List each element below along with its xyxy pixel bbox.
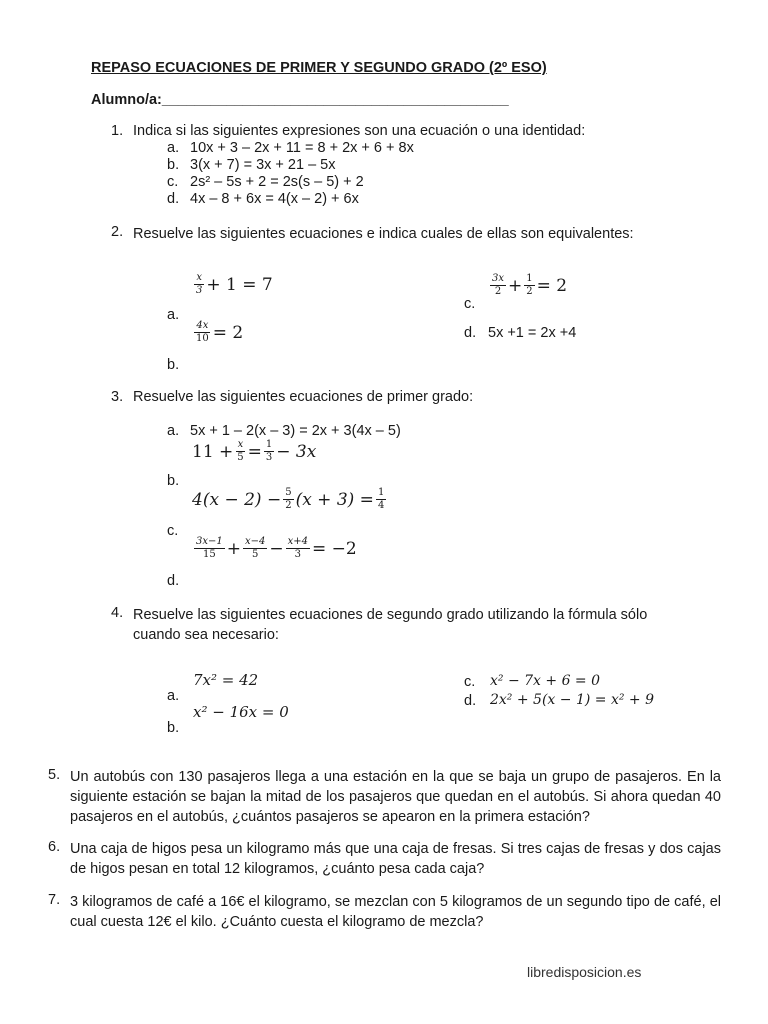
q2-c-rest: = 2 <box>536 275 568 296</box>
q1-letter-a: a. <box>167 140 180 156</box>
q3-b-denominator-1: 5 <box>237 452 244 463</box>
q4-equation-b: x² − 16x = 0 <box>193 703 289 721</box>
q3-d-numerator-2: x−4 <box>245 536 266 547</box>
q1-expr-a: 10x + 3 – 2x + 11 = 8 + 2x + 6 + 8x <box>190 140 414 156</box>
q2-letter-b: b. <box>167 357 180 373</box>
q2-b-numerator: 4x <box>196 320 209 331</box>
page-title: REPASO ECUACIONES DE PRIMER Y SEGUNDO GRADO (2º ESO) <box>91 60 547 76</box>
problem-6-number: 6. <box>48 839 61 855</box>
q3-b-numerator-2: 1 <box>265 439 273 450</box>
q3-c-lead: 4(x − 2) − <box>192 489 282 510</box>
footer-site: libredisposicion.es <box>527 964 642 980</box>
q2-b-denominator: 10 <box>196 333 209 344</box>
q2-a-denominator: 3 <box>196 285 203 296</box>
q1-expr-c: 2s² – 5s + 2 = 2s(s – 5) + 2 <box>190 174 364 190</box>
q3-d-denominator-2: 5 <box>252 549 259 560</box>
q3-b-equals: = <box>247 441 262 462</box>
q2-letter-c: c. <box>464 296 476 312</box>
q3-letter-d: d. <box>167 573 180 589</box>
q2-c-denominator-1: 2 <box>494 286 502 297</box>
problem-7-text: 3 kilogramos de café a 16€ el kilogramo, se mezclan con 5 kilogramos de un segundo tipo de café, el cual cuesta 12€ el kilo. ¿Cuánto cuesta el kilogramo de mezcla? <box>70 894 721 930</box>
q3-c-denominator-1: 2 <box>285 500 292 511</box>
q2-letter-a: a. <box>167 307 180 323</box>
q2-equation-b <box>192 321 243 344</box>
q3-c-numerator-1: 5 <box>285 487 292 498</box>
q3-d-numerator-3: x+4 <box>287 536 309 547</box>
problem-7-number: 7. <box>48 892 61 908</box>
q4-equation-a: 7x² = 42 <box>193 671 259 689</box>
q3-d-denominator-1: 15 <box>203 549 216 560</box>
q4-number: 4. <box>111 605 124 621</box>
q4-text: Resuelve las siguientes ecuaciones de segundo grado utilizando la fórmula sólo cuando sea necesario: <box>133 607 648 643</box>
q3-number: 3. <box>111 389 124 405</box>
q3-b-denominator-2: 3 <box>265 452 273 463</box>
q3-b-lead: 11 + <box>192 441 234 462</box>
q4-letter-b: b. <box>167 720 180 736</box>
q4-letter-d: d. <box>464 693 477 709</box>
q2-text: Resuelve las siguientes ecuaciones e indica cuales de ellas son equivalentes: <box>133 226 634 242</box>
q2-a-rest: + 1 = 7 <box>206 274 273 295</box>
q1-letter-b: b. <box>167 157 180 173</box>
q4-equation-c: x² − 7x + 6 = 0 <box>490 673 601 689</box>
q3-d-numerator-1: 3x−1 <box>196 536 223 547</box>
q2-equation-c <box>488 274 567 297</box>
q2-c-denominator-2: 2 <box>526 286 533 297</box>
q3-c-denominator-2: 4 <box>377 500 385 511</box>
q1-letter-c: c. <box>167 174 179 190</box>
q3-d-tail: = −2 <box>312 538 357 559</box>
problem-6-text: Una caja de higos pesa un kilogramo más que una caja de fresas. Si tres cajas de fresas y dos cajas de higos pesan en total 12 kilogramos, ¿cuánto pesa cada caja? <box>70 841 721 877</box>
q3-b-tail: − 3x <box>276 441 317 462</box>
q3-d-op-1: + <box>226 538 241 559</box>
q4-letter-c: c. <box>464 674 476 690</box>
q3-equation-b <box>192 440 316 463</box>
q3-equation-a: 5x + 1 – 2(x – 3) = 2x + 3(4x – 5) <box>190 423 401 439</box>
q2-equation-d: 5x +1 = 2x +4 <box>488 325 577 341</box>
q2-c-numerator-1: 3x <box>492 273 505 284</box>
q3-equation-d <box>192 537 357 560</box>
q3-b-numerator-1: x <box>237 439 244 450</box>
student-name-line: Alumno/a:___________________________________________ <box>91 92 509 108</box>
q1-expr-d: 4x – 8 + 6x = 4(x – 2) + 6x <box>190 191 359 207</box>
q3-letter-c: c. <box>167 523 179 539</box>
q2-equation-a <box>192 273 273 296</box>
q1-expr-b: 3(x + 7) = 3x + 21 – 5x <box>190 157 336 173</box>
q2-letter-d: d. <box>464 325 477 341</box>
q1-letter-d: d. <box>167 191 180 207</box>
q2-a-numerator: x <box>196 272 202 283</box>
q2-c-plus: + <box>508 275 523 296</box>
q3-equation-c <box>192 488 388 511</box>
q2-number: 2. <box>111 224 124 240</box>
q1-text: Indica si las siguientes expresiones son una ecuación o una identidad: <box>133 123 586 139</box>
q4-equation-d: 2x² + 5(x − 1) = x² + 9 <box>490 692 654 708</box>
q3-text: Resuelve las siguientes ecuaciones de primer grado: <box>133 389 474 405</box>
q3-d-denominator-3: 3 <box>294 549 302 560</box>
q3-d-op-2: − <box>269 538 284 559</box>
q1-number: 1. <box>111 123 124 139</box>
q3-letter-b: b. <box>167 473 180 489</box>
q3-c-numerator-2: 1 <box>377 487 385 498</box>
q3-c-mid: (x + 3) = <box>295 489 374 510</box>
q4-letter-a: a. <box>167 688 180 704</box>
problem-5-text: Un autobús con 130 pasajeros llega a una estación en la que se baja un grupo de pasajeros. En la siguiente estación se bajan la mitad de los pasajeros que quedan en el autobús. Si ahora quedan 40 pasajeros en el autobús, ¿cuántos pasajeros se apearon en la primera estación? <box>70 769 721 825</box>
q2-b-rest: = 2 <box>212 322 244 343</box>
problem-5-number: 5. <box>48 767 61 783</box>
q2-c-numerator-2: 1 <box>526 273 533 284</box>
q3-letter-a: a. <box>167 423 180 439</box>
